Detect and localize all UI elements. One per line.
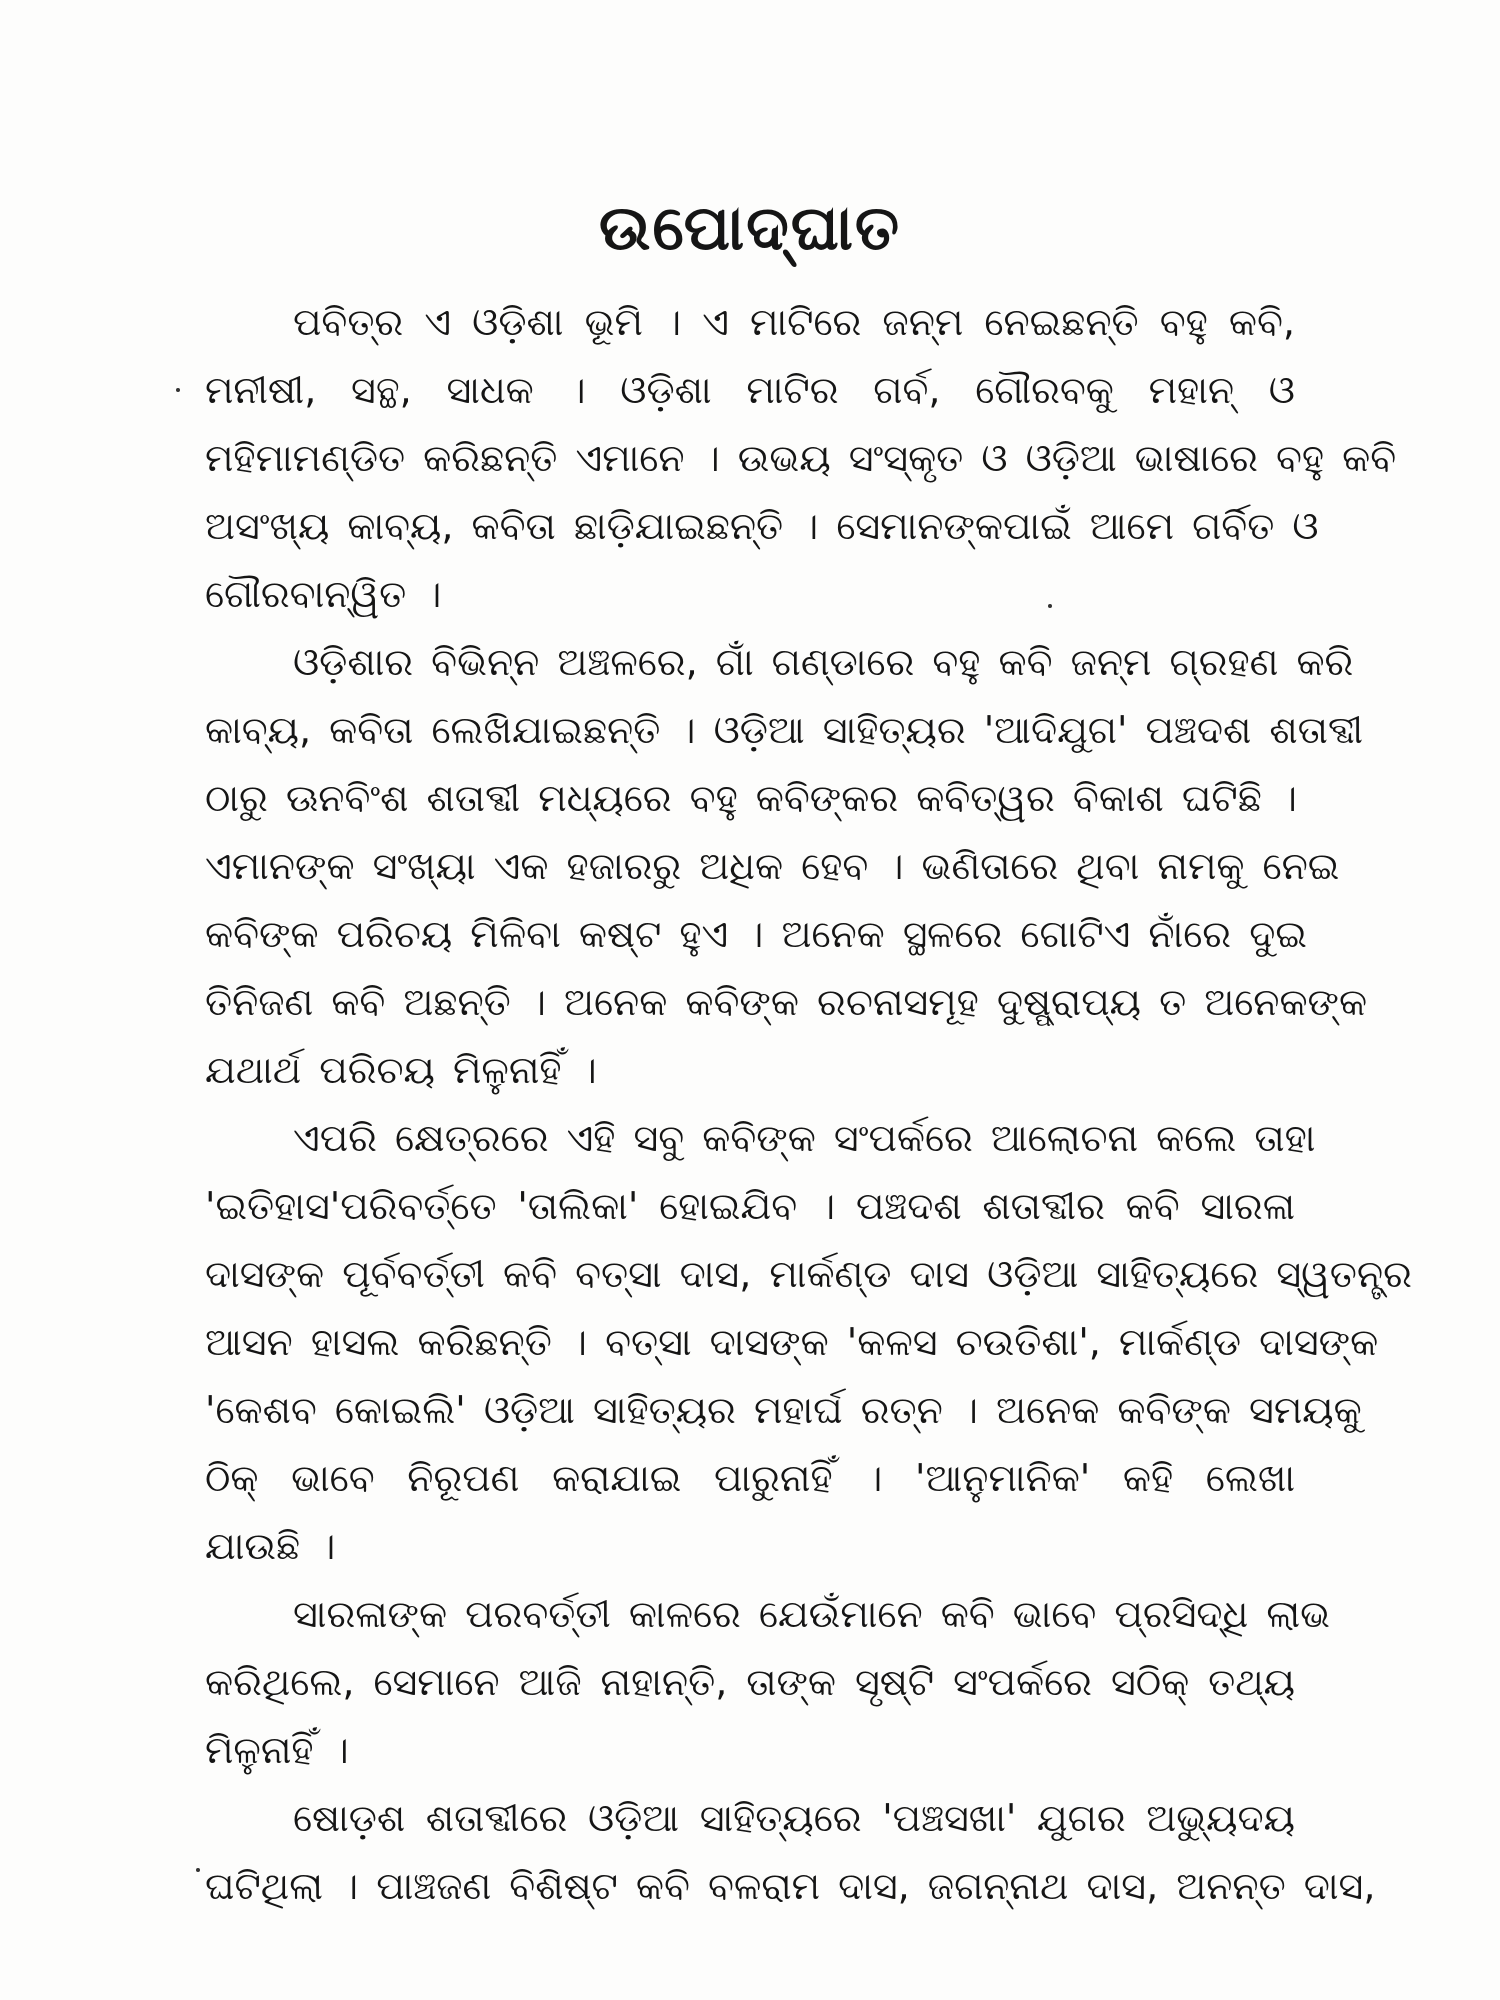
text-line: କାବ୍ୟ, କବିତା ଲେଖିଯାଇଛନ୍ତି । ଓଡ଼ିଆ ସାହିତ୍ୟର 'ଆଦିଯୁଗ' ପଞ୍ଚଦଶ ଶତାବ୍ଦୀ [205,708,1364,752]
scan-speck [176,388,180,392]
text-line: ଠିକ୍ ଭାବେ ନିରୂପଣ କରାଯାଇ ପାରୁନାହିଁ । 'ଆନୁମାନିକ' କହି ଲେଖା [205,1456,1295,1500]
text-line: କରିଥିଲେ, ସେମାନେ ଆଜି ନାହାନ୍ତି, ତାଙ୍କ ସୃଷ୍ଟି ସଂପର୍କରେ ସଠିକ୍ ତଥ୍ୟ [205,1660,1295,1704]
text-line: ମହିମାମଣ୍ଡିତ କରିଛନ୍ତି ଏମାନେ । ଉଭୟ ସଂସ୍କୃତ ଓ ଓଡ଼ିଆ ଭାଷାରେ ବହୁ କବି [205,436,1397,480]
text-line: ଏପରି କ୍ଷେତ୍ରରେ ଏହି ସବୁ କବିଙ୍କ ସଂପର୍କରେ ଆଲୋଚନା କଲେ ତାହା [293,1116,1316,1160]
text-line: ଆସନ ହାସଲ କରିଛନ୍ତି । ବତ୍ସା ଦାସଙ୍କ 'କଳସ ଚଉତିଶା', ମାର୍କଣ୍ଡ ଦାସଙ୍କ [205,1320,1379,1364]
page-title: ଉପୋଦ୍‌ଘାତ [598,191,902,264]
scan-speck [196,1868,200,1872]
body-text [205,288,1412,1920]
text-line: ଘଟିଥିଲା । ପାଞ୍ଚଜଣ ବିଶିଷ୍ଟ କବି ବଳରାମ ଦାସ, ଜଗନ୍ନାଥ ଦାସ, ଅନନ୍ତ ଦାସ, [205,1864,1376,1908]
paragraph-5 [205,1784,1376,1920]
text-line: 'କେଶବ କୋଇଲି' ଓଡ଼ିଆ ସାହିତ୍ୟର ମହାର୍ଘ ରତ୍ନ । ଅନେକ କବିଙ୍କ ସମୟକୁ [205,1388,1362,1432]
text-line: ପବିତ୍ର ଏ ଓଡ଼ିଶା ଭୂମି । ଏ ମାଟିରେ ଜନ୍ମ ନେଇଛନ୍ତି ବହୁ କବି, [293,300,1295,344]
text-line: ଯାଉଛି । [205,1524,336,1568]
text-line: ସାରଳାଙ୍କ ପରବର୍ତ୍ତୀ କାଳରେ ଯେଉଁମାନେ କବି ଭାବେ ପ୍ରସିଦ୍ଧି ଲାଭ [293,1592,1330,1636]
text-line: ଷୋଡ଼ଶ ଶତାବ୍ଦୀରେ ଓଡ଼ିଆ ସାହିତ୍ୟରେ 'ପଞ୍ଚସଖା' ଯୁଗର ଅଭ୍ୟୁଦୟ [293,1796,1295,1840]
text-line: ଦାସଙ୍କ ପୂର୍ବବର୍ତ୍ତୀ କବି ବତ୍ସା ଦାସ, ମାର୍କଣ୍ଡ ଦାସ ଓଡ଼ିଆ ସାହିତ୍ୟରେ ସ୍ୱତନ୍ତ୍ର [205,1252,1412,1296]
paragraph-3 [205,1104,1412,1580]
text-line: ଗୌରବାନ୍ୱିତ । [205,572,442,616]
text-line: ତିନିଜଣ କବି ଅଛନ୍ତି । ଅନେକ କବିଙ୍କ ରଚନାସମୂହ ଦୁଷ୍ପ୍ରାପ୍ୟ ତ ଅନେକଙ୍କ [205,980,1368,1024]
text-line: କବିଙ୍କ ପରିଚୟ ମିଳିବା କଷ୍ଟ ହୁଏ । ଅନେକ ସ୍ଥଳରେ ଗୋଟିଏ ନାଁରେ ଦୁଇ [205,912,1307,956]
scan-speck [1048,604,1052,608]
paragraph-2 [205,628,1368,1104]
text-line: 'ଇତିହାସ'ପରିବର୍ତ୍ତେ 'ତାଲିକା' ହୋଇଯିବ । ପଞ୍ଚଦଶ ଶତାବ୍ଦୀର କବି ସାରଳା [205,1184,1295,1228]
text-line: ଠାରୁ ଊନବିଂଶ ଶତାବ୍ଦୀ ମଧ୍ୟରେ ବହୁ କବିଙ୍କର କବିତ୍ୱର ବିକାଶ ଘଟିଛି । [205,776,1297,820]
paragraph-1 [205,288,1397,628]
text-line: ଓଡ଼ିଶାର ବିଭିନ୍ନ ଅଞ୍ଚଳରେ, ଗାଁ ଗଣ୍ଡାରେ ବହୁ କବି ଜନ୍ମ ଗ୍ରହଣ କରି [293,640,1354,684]
text-line: ଅସଂଖ୍ୟ କାବ୍ୟ, କବିତା ଛାଡ଼ିଯାଇଛନ୍ତି । ସେମାନଙ୍କପାଇଁ ଆମେ ଗର୍ବିତ ଓ [205,504,1319,548]
text-line: ମନୀଷୀ, ସନ୍ଥ, ସାଧକ । ଓଡ଼ିଶା ମାଟିର ଗର୍ବ, ଗୌରବକୁ ମହାନ୍ ଓ [205,368,1295,412]
text-line: ମିଳୁନାହିଁ । [205,1728,349,1772]
paragraph-4 [205,1580,1330,1784]
text-line: ଯଥାର୍ଥ ପରିଚୟ ମିଳୁନାହିଁ । [205,1048,597,1092]
text-line: ଏମାନଙ୍କ ସଂଖ୍ୟା ଏକ ହଜାରରୁ ଅଧିକ ହେବ । ଭଣିତାରେ ଥିବା ନାମକୁ ନେଇ [205,844,1340,888]
